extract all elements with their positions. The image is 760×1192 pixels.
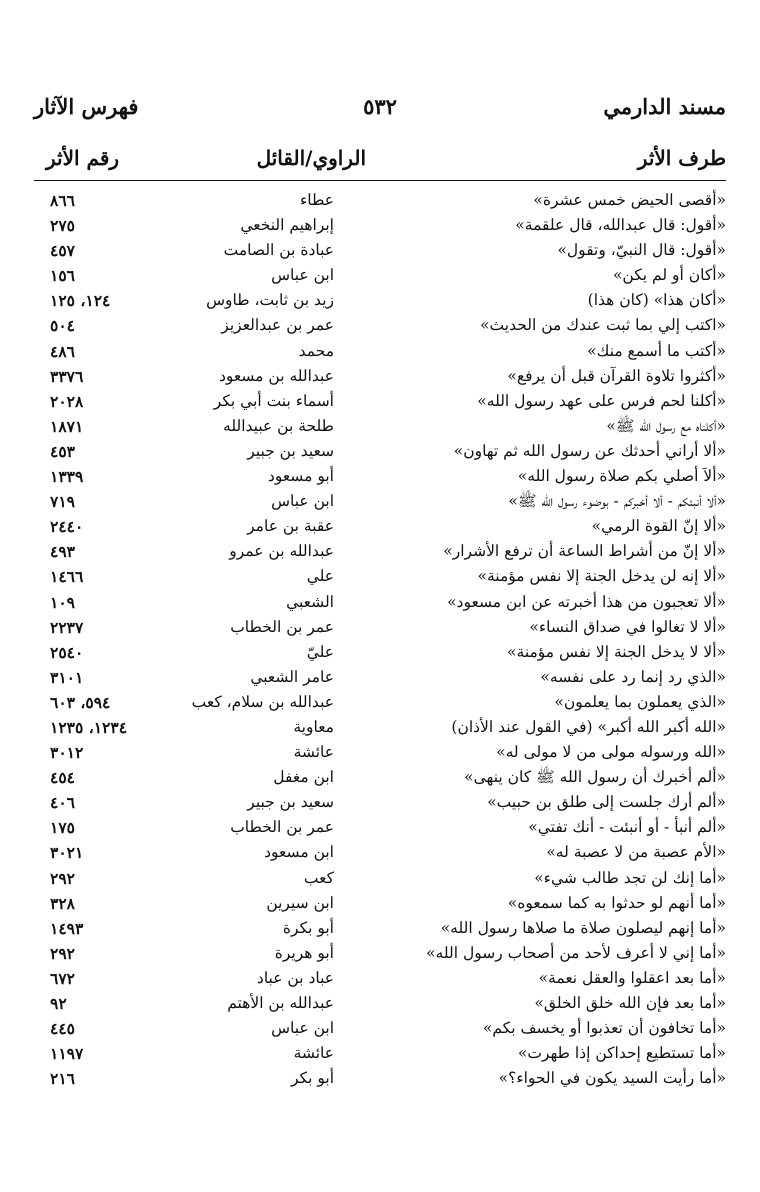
table-row (34, 740, 726, 765)
table-row (34, 765, 726, 790)
narrator: سعيد بن جبير (247, 441, 334, 460)
table-row (34, 916, 726, 941)
athar-text: «أما تخافون أن تعذبوا أو يخسف بكم» (482, 1019, 726, 1038)
athar-number: ٢٧٥ (50, 216, 75, 236)
table-row (34, 590, 726, 615)
athar-text: «أكان هذا» (كان هذا) (587, 291, 726, 310)
athar-number: ٤٠٦ (50, 793, 75, 813)
narrator: عليّ (306, 642, 334, 661)
narrator: عبدالله بن عمرو (229, 542, 334, 561)
athar-number: ٣٠٢١ (50, 843, 84, 863)
athar-number: ٣٠١٢ (50, 743, 84, 763)
athar-text: «ألم أخبرك أن رسول الله ﷺ كان ينهى» (464, 768, 726, 787)
table-row (34, 790, 726, 815)
athar-number: ٧١٩ (50, 492, 75, 512)
column-headers (34, 146, 726, 180)
narrator: زيد بن ثابت، طاوس (206, 291, 334, 310)
athar-number: ٥٩٤، ٦٠٣ (50, 692, 111, 712)
athar-number: ٤٩٣ (50, 542, 75, 562)
header-divider (34, 180, 726, 181)
narrator: عمر بن عبدالعزيز (221, 316, 334, 335)
athar-number: ٤٨٦ (50, 341, 75, 361)
athar-text: «أقول: قال النبيّ، وتقول» (557, 241, 726, 260)
athar-number: ٢٠٢٨ (50, 391, 84, 411)
table-row (34, 364, 726, 389)
table-row (34, 840, 726, 865)
table-row (34, 288, 726, 313)
athar-text: «ألا أراني أحدثك عن رسول الله ثم تهاون» (453, 441, 726, 460)
athar-text: «أما أنهم لو حدثوا به كما سمعوه» (507, 893, 726, 912)
athar-number: ٣٣٧٦ (50, 366, 84, 386)
table-row (34, 188, 726, 213)
athar-text: «ألا لا تغالوا في صداق النساء» (529, 617, 726, 636)
athar-number: ٣١٠١ (50, 667, 84, 687)
athar-text: «الله أكبر الله أكبر» (في القول عند الأذان) (451, 717, 726, 736)
athar-number: ٣٢٨ (50, 893, 75, 913)
table-row (34, 941, 726, 966)
athar-number: ٤٥٣ (50, 441, 75, 461)
narrator: محمد (298, 341, 334, 360)
narrator: عائشة (293, 743, 334, 762)
athar-number: ١٧٥ (50, 818, 75, 838)
athar-number: ٢٥٤٠ (50, 642, 84, 662)
narrator: عمر بن الخطاب (230, 617, 334, 636)
narrator: ابن مسعود (264, 843, 334, 862)
athar-text: «الأم عصبة من لا عصبة له» (546, 843, 726, 862)
athar-text: «ألا لا يدخل الجنة إلا نفس مؤمنة» (507, 642, 726, 661)
table-row (34, 439, 726, 464)
athar-text: «أما بعد فإن الله خلق الخلق» (534, 994, 726, 1012)
athar-text: «ألاَ أصلي بكم صلاة رسول الله» (517, 467, 726, 486)
athar-text: «أما إنهم ليصلون صلاة ما صلاها رسول الله» (440, 918, 726, 937)
athar-number: ٤٤٥ (50, 1019, 75, 1039)
narrator: عباد بن عباد (256, 968, 334, 987)
athar-number: ١٢٣٤، ١٢٣٥ (50, 717, 128, 737)
athar-text: «أكتب ما أسمع منك» (587, 341, 726, 360)
athar-number: ١٢٤، ١٢٥ (50, 291, 111, 311)
athar-number: ٢٩٢ (50, 868, 75, 888)
narrator: عبدالله بن مسعود (218, 366, 334, 385)
narrator: عائشة (293, 1044, 334, 1063)
athar-text: «الذي رد إنما رد على نفسه» (540, 667, 726, 686)
table-row (34, 891, 726, 916)
book-title: مسند الدارمي (603, 94, 726, 119)
narrator: ابن مغفل (273, 768, 334, 787)
athar-text: «أما تستطيع إحداكن إذا طهرت» (517, 1044, 726, 1063)
table-row (34, 991, 726, 1016)
table-row (34, 866, 726, 891)
narrator: طلحة بن عبيدالله (223, 416, 334, 435)
table-row (34, 313, 726, 338)
running-header (34, 94, 726, 126)
athar-text: «أما إني لا أعرف لأحد من أصحاب رسول الله» (426, 943, 726, 962)
narrator: أبو هريرة (274, 943, 334, 962)
table-row (34, 489, 726, 514)
table-row (34, 464, 726, 489)
narrator: أسماء بنت أبي بكر (213, 391, 334, 410)
athar-number: ٢٩٢ (50, 943, 75, 963)
athar-number: ٢٢٣٧ (50, 617, 84, 637)
table-row (34, 263, 726, 288)
athar-text: «أقصى الحيض خمس عشرة» (533, 191, 726, 209)
narrator: علي (306, 567, 334, 586)
athar-number: ٩٢ (50, 994, 67, 1013)
narrator: ابن عباس (271, 1019, 334, 1038)
athar-number: ١٤٦٦ (50, 567, 84, 587)
athar-number: ٨٦٦ (50, 191, 75, 210)
column-header-number: رقم الأثر (46, 146, 120, 170)
athar-number: ٢٤٤٠ (50, 517, 84, 537)
athar-text: «أقول: قال عبدالله، قال علقمة» (515, 216, 726, 235)
narrator: معاوية (293, 717, 334, 736)
athar-text: «أكان أو لم يكن» (612, 266, 726, 285)
athar-text: «ألا إنّ من أشراط الساعة أن ترفع الأشرار» (443, 542, 726, 561)
narrator: كعب (303, 868, 334, 887)
athar-number: ١٨٧١ (50, 416, 84, 436)
athar-number: ٢١٦ (50, 1069, 75, 1089)
athar-text: «ألم أنبأ - أو أنبئت - أنك تفتي» (528, 818, 726, 837)
narrator: عبادة بن الصامت (223, 241, 334, 260)
table-row (34, 564, 726, 589)
table-row (34, 690, 726, 715)
narrator: أبو مسعود (267, 467, 334, 486)
athar-text: «ألا إنّ القوة الرمي» (591, 517, 726, 536)
athar-text: «ألا تعجبون من هذا أخبرته عن ابن مسعود» (447, 592, 726, 611)
athar-text: «الله ورسوله مولى من لا مولى له» (496, 743, 726, 762)
narrator: عقبة بن عامر (247, 517, 334, 536)
narrator: عطاء (300, 191, 334, 209)
table-row (34, 815, 726, 840)
athar-text: «اكتب إلي بما ثبت عندك من الحديث» (480, 316, 726, 335)
table-row (34, 665, 726, 690)
column-header-narrator: الراوي/القائل (256, 146, 366, 170)
athar-number: ١١٩٧ (50, 1044, 84, 1064)
table-row (34, 238, 726, 263)
table-row (34, 414, 726, 439)
table-row (34, 715, 726, 740)
athar-number: ٤٥٧ (50, 241, 75, 261)
athar-text: «أما رأيت السيد يكون في الحواء؟» (498, 1069, 726, 1088)
table-row (34, 1016, 726, 1041)
athar-text: «ألم أرك جلست إلى طلق بن حبيب» (487, 793, 726, 812)
narrator: أبو بكرة (282, 918, 334, 937)
column-header-text: طرف الأثر (637, 146, 726, 170)
section-title: فهرس الآثار (34, 94, 139, 119)
table-row (34, 1041, 726, 1066)
table-row (34, 615, 726, 640)
table-row (34, 389, 726, 414)
narrator: أبو بكر (291, 1069, 334, 1088)
narrator: عامر الشعبي (250, 667, 334, 686)
athar-number: ١٥٦ (50, 266, 75, 286)
narrator: عبدالله بن الأهتم (227, 994, 334, 1012)
narrator: عبدالله بن سلام، كعب (191, 692, 334, 711)
narrator: إبراهيم النخعي (240, 216, 334, 235)
athar-text: «ألا إنه لن يدخل الجنة إلا نفس مؤمنة» (477, 567, 726, 586)
athar-text: «أما إنك لن تجد طالب شيء» (534, 868, 726, 887)
athar-number: ١٠٩ (50, 592, 75, 612)
athar-text: «أما بعد اعقلوا والعقل نعمة» (538, 968, 726, 987)
table-row (34, 514, 726, 539)
athar-number: ١٣٣٩ (50, 467, 84, 487)
narrator: ابن عباس (271, 266, 334, 285)
athar-number: ٥٠٤ (50, 316, 75, 336)
narrator: الشعبي (286, 592, 334, 611)
narrator: سعيد بن جبير (247, 793, 334, 812)
table-row (34, 1066, 726, 1091)
table-row (34, 966, 726, 991)
narrator: عمر بن الخطاب (230, 818, 334, 837)
athar-text: «أكلنا لحم فرس على عهد رسول الله» (477, 391, 726, 410)
athar-text: «ألا أنبئكم - ألا أخبركم - بوضوء رسول الله ﷺ» (508, 492, 726, 511)
athar-text: «الذي يعملون بما يعلمون» (554, 692, 726, 711)
table-row (34, 640, 726, 665)
athar-number: ٤٥٤ (50, 768, 75, 788)
athar-text: «أكثروا تلاوة القرآن قبل أن يرفع» (507, 366, 726, 385)
narrator: ابن عباس (271, 492, 334, 511)
narrator: ابن سيرين (266, 893, 334, 912)
index-table (34, 188, 726, 1091)
table-row (34, 339, 726, 364)
athar-text: «أكلناه مع رسول الله ﷺ» (606, 416, 726, 435)
athar-number: ١٤٩٣ (50, 918, 84, 938)
athar-number: ٦٧٢ (50, 968, 75, 988)
table-row (34, 539, 726, 564)
table-row (34, 213, 726, 238)
page-number: ٥٣٢ (363, 94, 397, 119)
